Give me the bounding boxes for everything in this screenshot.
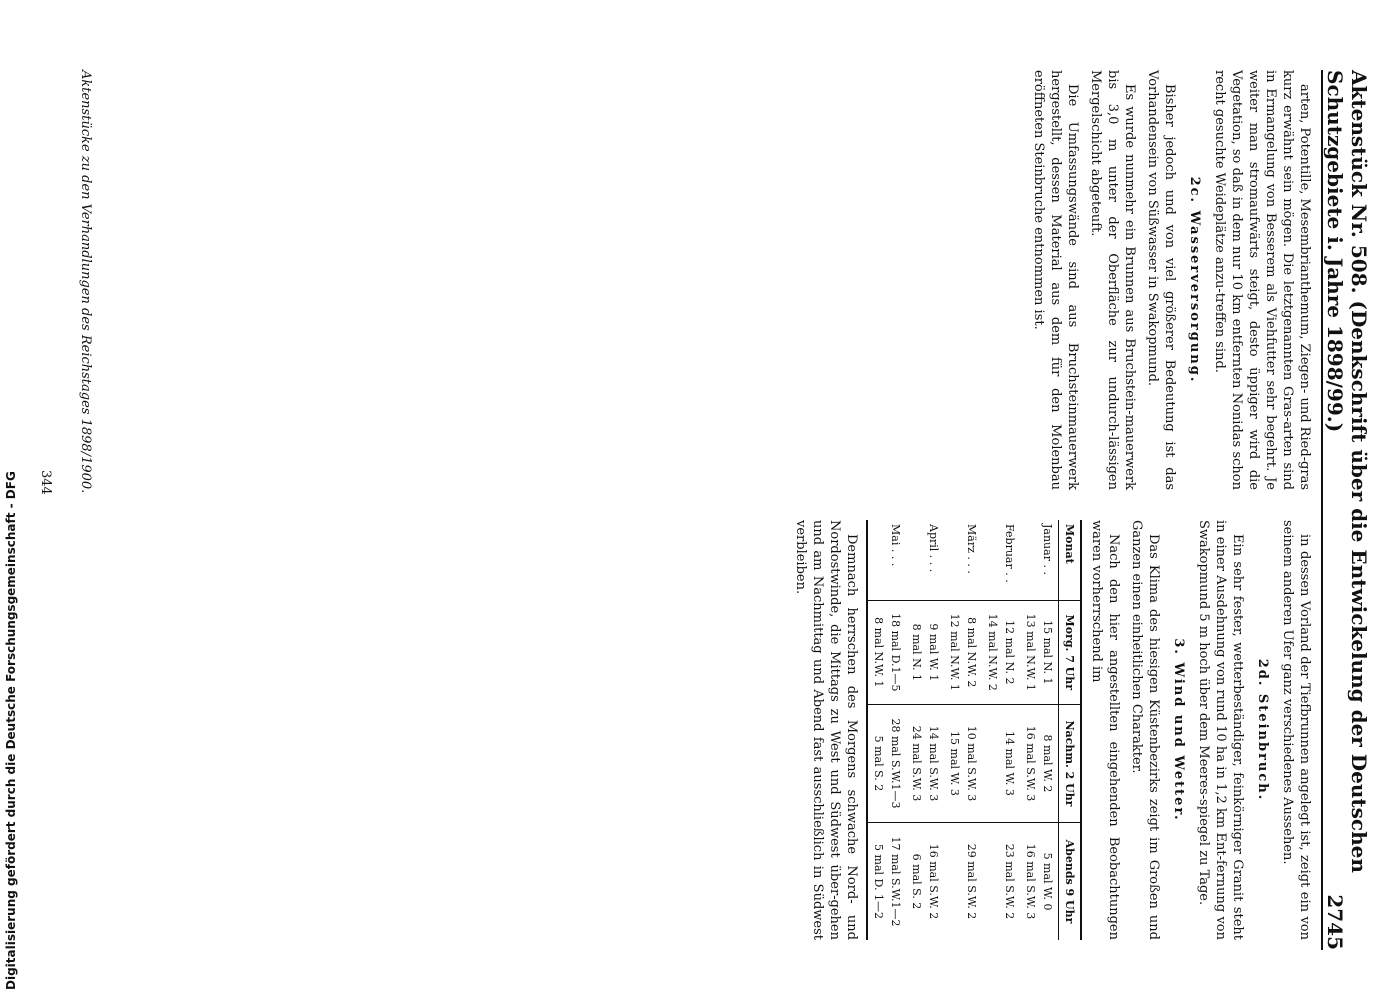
- paragraph: in dessen Vorland der Tiefbrunnen angelegt ist, zeigt ein von seinem anderen Ufer ganz verschiedenes Aussehen.: [1280, 520, 1312, 940]
- paragraph: Bisher jedoch und von viel größerer Bedeutung ist das Vorhandensein von Süßwasser in Swakopmund.: [1145, 70, 1177, 490]
- table-cell: 8 mal W. 2 16 mal S.W. 3: [1020, 704, 1059, 822]
- table-row: [982, 520, 1020, 940]
- dfg-credit: Digitalisierung gefördert durch die Deutsche Forschungsgemeinschaft - DFG: [4, 471, 18, 990]
- table-cell: Februar . .: [1003, 524, 1016, 583]
- table-cell: 29 mal S.W. 2: [944, 823, 982, 941]
- table-cell: 14 mal W. 3: [982, 704, 1020, 822]
- table-row: [944, 520, 982, 940]
- paragraph: Demnach herrschen des Morgens schwache Nord- und Nordostwinde, die Mittags zu West und Südwest über-gehen und am Nachmittag und Abend fast ausschließlich in Südwest verbleiben.: [793, 520, 859, 940]
- section-heading: 3. Wind und Wetter.: [1171, 638, 1186, 822]
- table-cell: Januar . .: [1041, 524, 1054, 575]
- table-cell: 23 mal S.W. 2: [982, 823, 1020, 941]
- right-column: [786, 520, 1313, 940]
- page-number: 2745: [1323, 894, 1347, 950]
- table-header: Monat: [1063, 524, 1076, 564]
- table-cell: 16 mal S.W. 2 6 mal S. 2: [906, 823, 944, 941]
- table-cell: 8 mal N.W. 2 12 mal N.W. 1: [944, 600, 982, 704]
- table-header: Abends 9 Uhr: [1059, 823, 1082, 941]
- section-heading: 2d. Steinbruch.: [1255, 658, 1270, 802]
- footer-citation: Aktenstücke zu den Verhandlungen des Reichstages 1898/1900.: [78, 70, 93, 494]
- header-title: Aktenstück Nr. 508. (Denkschrift über die Entwickelung der Deutschen Schutzgebiete i. Jahre 1898/99.): [1323, 70, 1371, 873]
- table-cell: Mai . . .: [889, 524, 902, 567]
- paragraph: Nach den hier angestellten eingehenden Beobachtungen waren vorherrschend im: [1089, 520, 1121, 940]
- table-cell: April . . .: [927, 524, 940, 573]
- wind-table: [866, 520, 1082, 940]
- paragraph: arten, Potentille, Mesembrianthemum, Ziegen- und Ried-gras kurz erwähnt sein mögen. Die letztgenannten Gras-arten sind in Ermangelung von Besserem als Viehfutter sehr begehrt. Je weiter man stromaufwärts steigt, desto üppiger wird die Vegetation, so daß in dem nur 10 km entfernten Nonidas schon recht gesuchte Weideplätze anzu-treffen sind.: [1212, 70, 1312, 490]
- table-header: Nachm. 2 Uhr: [1059, 704, 1082, 822]
- table-cell: 12 mal N. 2 14 mal N.W. 2: [982, 600, 1020, 704]
- left-column: [1024, 70, 1313, 490]
- table-cell: 15 mal N. 1 13 mal N.W. 1: [1020, 600, 1059, 704]
- table-cell: 5 mal W. 0 16 mal S.W. 3: [1020, 823, 1059, 941]
- footer-page-number: 344: [38, 470, 53, 495]
- table-cell: 14 mal S.W. 3 24 mal S.W. 3: [906, 704, 944, 822]
- running-header: [1321, 70, 1371, 950]
- table-cell: 18 mal D.1—5 8 mal N.W. 1: [867, 600, 906, 704]
- table-cell: 28 mal S.W.1—3 5 mal S. 2: [867, 704, 906, 822]
- table-row: [867, 520, 906, 940]
- paragraph: Ein sehr fester, wetterbeständiger, feinkörniger Granit steht in einer Ausdehnung von rund 10 ha in 1,2 km Ent-fernung von Swakopmund 5 m hoch über dem Meeres-spiegel zu Tage.: [1196, 520, 1245, 940]
- table-row: [906, 520, 944, 940]
- table-header-row: [1059, 520, 1082, 940]
- paragraph: Die Umfassungswände sind aus Bruchsteinmauerwerk hergestellt, dessen Material aus dem für den Molenbau eröffneten Steinbruche entnommen ist.: [1031, 70, 1080, 490]
- paragraph: Es wurde nunmehr ein Brunnen aus Bruchstein-mauerwerk bis 3,0 m unter der Oberfläche zur undurch-lässigen Mergelschicht abgeteuft.: [1088, 70, 1137, 490]
- table-cell: März . . .: [965, 524, 978, 574]
- table-cell: 9 mal W. 1 8 mal N. 1: [906, 600, 944, 704]
- table-cell: 10 mal S.W. 3 15 mal W. 3: [944, 704, 982, 822]
- section-heading: 2c. Wasserversorgung.: [1187, 176, 1202, 384]
- table-cell: 17 mal S.W.1—2 5 mal D. 1—2: [867, 823, 906, 941]
- table-header: Morg. 7 Uhr: [1059, 600, 1082, 704]
- table-row: [1020, 520, 1059, 940]
- paragraph: Das Klima des hiesigen Küstenbezirks zeigt im Großen und Ganzen einen einheitlichen Charakter.: [1129, 520, 1161, 940]
